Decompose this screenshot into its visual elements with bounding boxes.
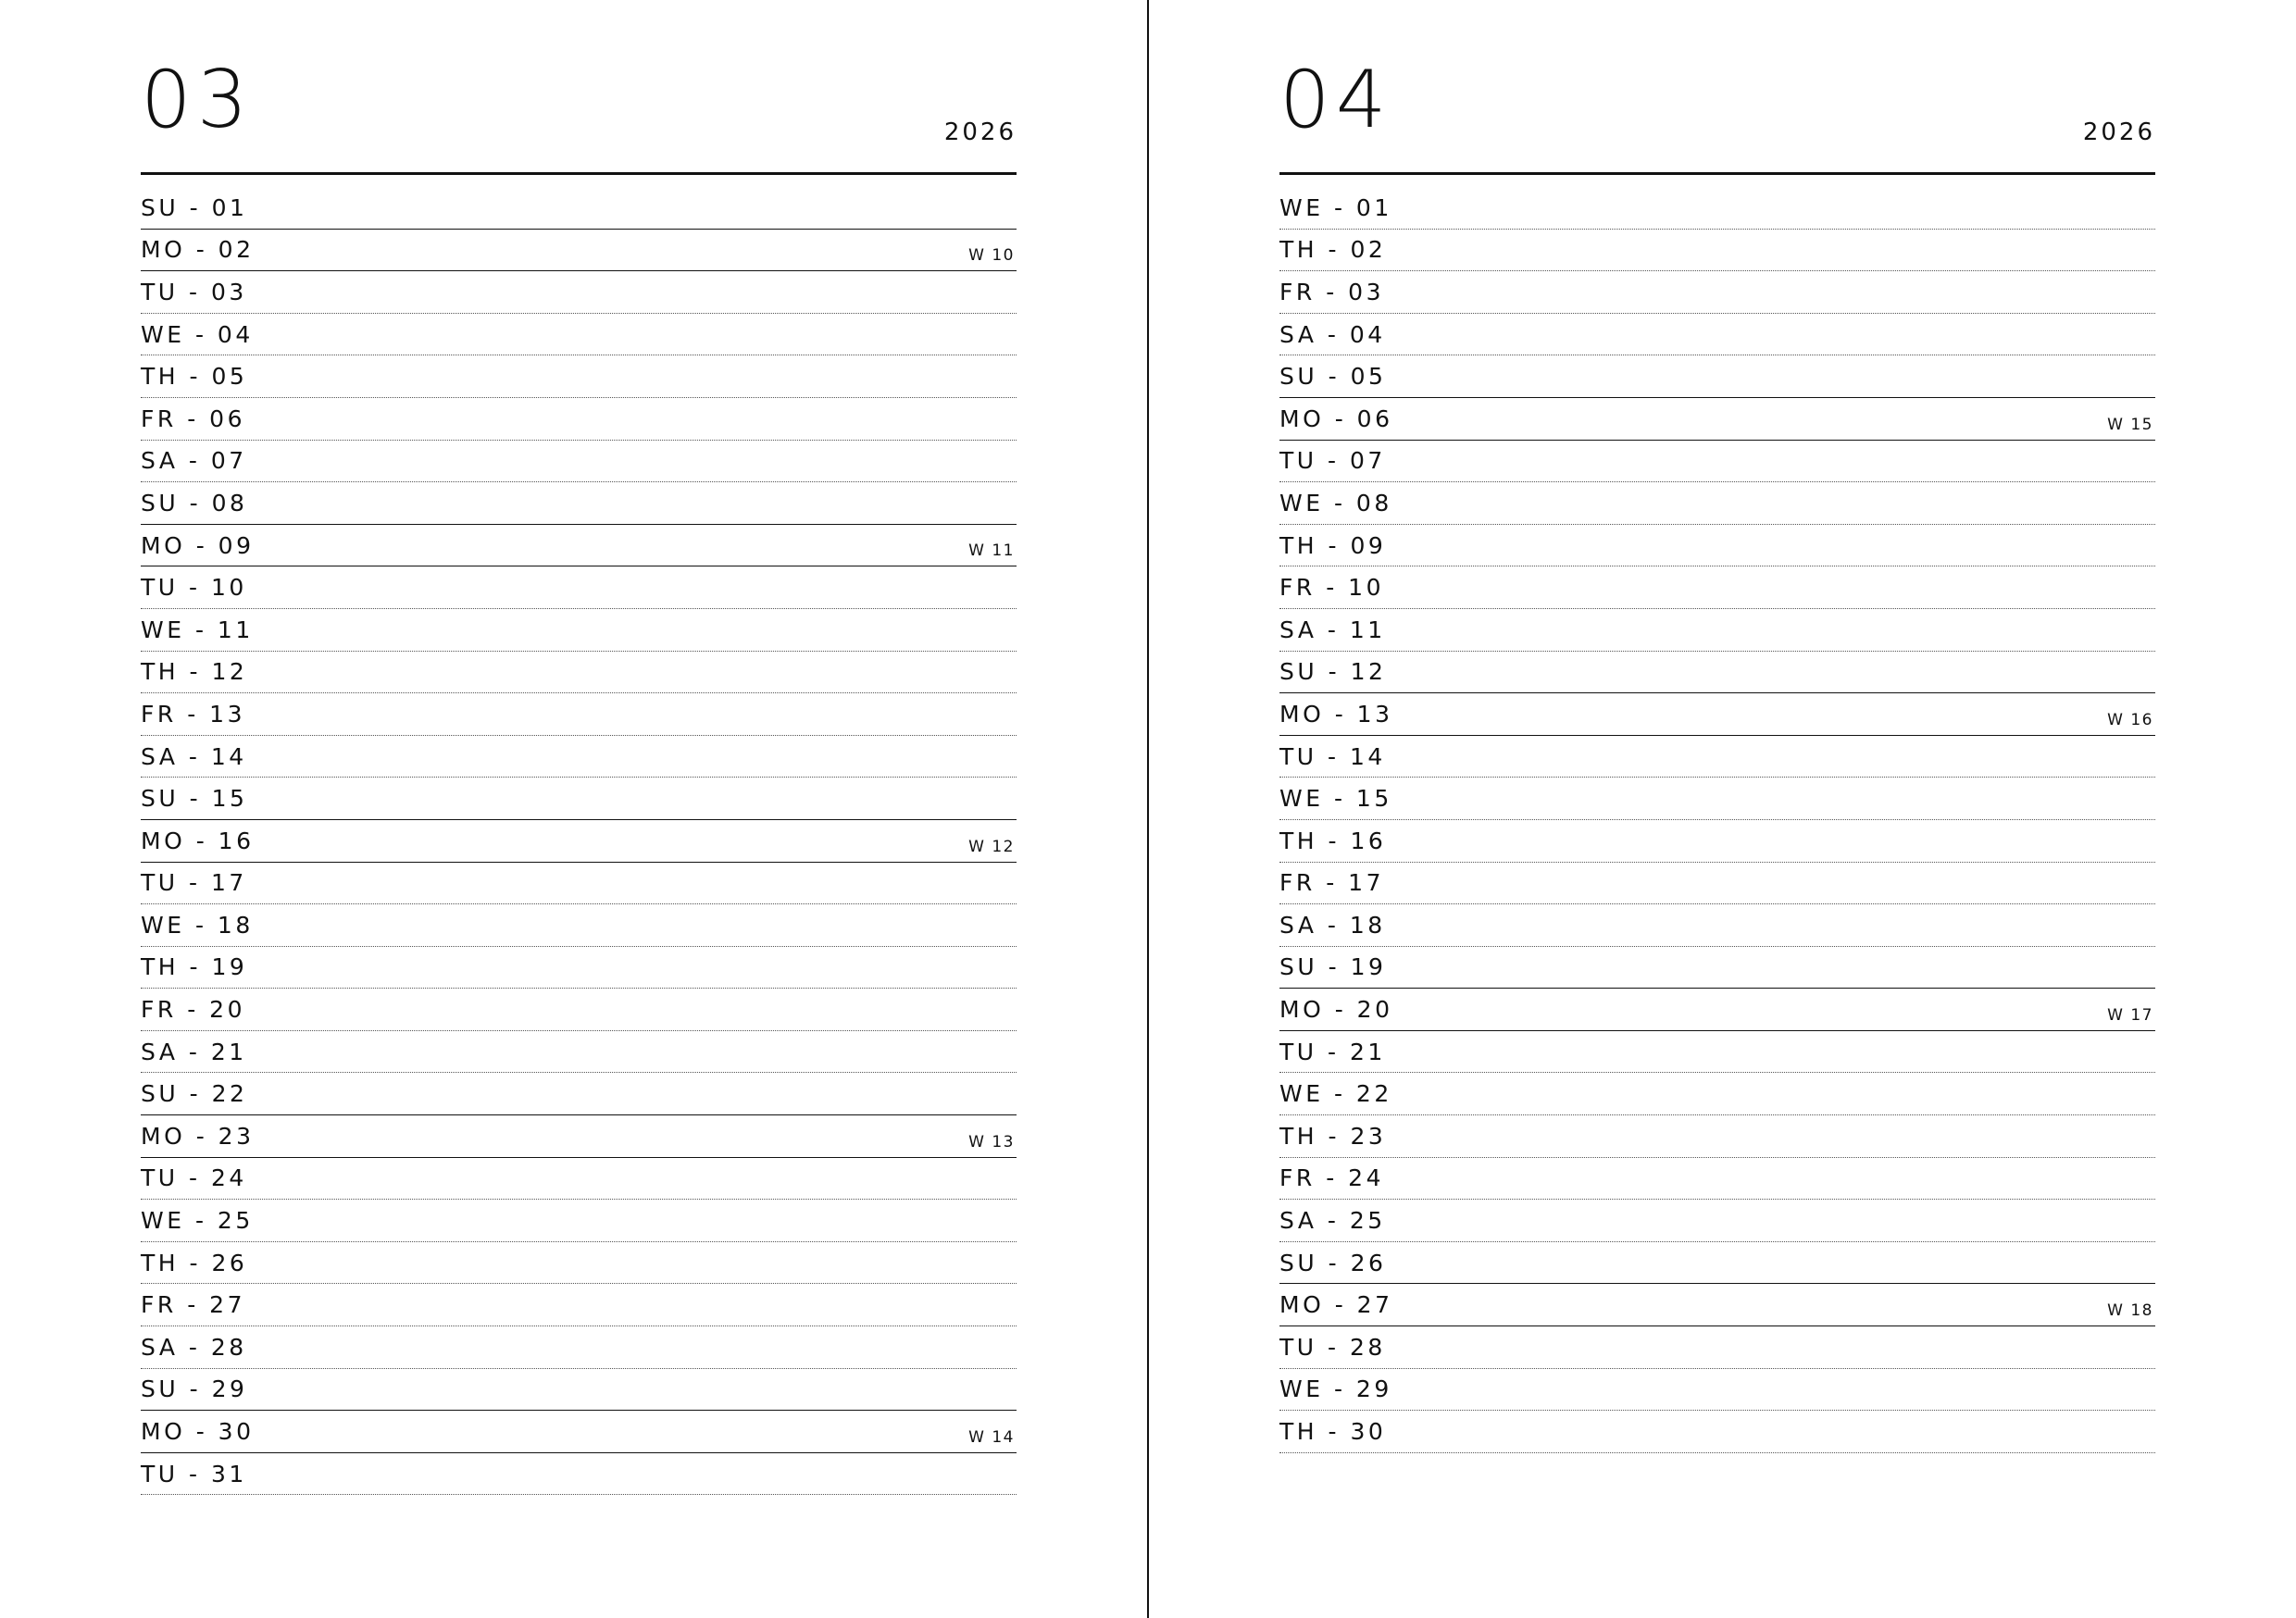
day-label: SA - 14 — [141, 742, 247, 770]
day-label: FR - 24 — [1279, 1164, 1384, 1192]
day-label: MO - 13 — [1279, 700, 1393, 728]
day-row[interactable] — [141, 736, 1017, 778]
week-number-label: W 16 — [2107, 710, 2153, 729]
day-label: SA - 21 — [141, 1038, 247, 1065]
week-number-label: W 10 — [968, 246, 1015, 266]
day-row[interactable] — [141, 1369, 1017, 1412]
day-label: TU - 24 — [141, 1164, 247, 1192]
day-row[interactable] — [141, 314, 1017, 356]
day-label: MO - 20 — [1279, 996, 1393, 1024]
day-row[interactable] — [1279, 778, 2155, 820]
day-label: MO - 06 — [1279, 404, 1393, 432]
day-label: TH - 02 — [1279, 236, 1387, 264]
day-label: TH - 23 — [1279, 1122, 1387, 1150]
day-row[interactable] — [1279, 863, 2155, 905]
day-label: WE - 08 — [1279, 489, 1392, 517]
day-row[interactable] — [141, 693, 1017, 736]
day-label: SA - 28 — [141, 1333, 247, 1361]
month-number: 03 — [141, 54, 254, 146]
day-row[interactable] — [141, 441, 1017, 483]
week-number-label: W 12 — [968, 837, 1015, 856]
day-row[interactable] — [1279, 989, 2155, 1031]
day-row[interactable] — [141, 989, 1017, 1031]
day-row[interactable] — [141, 1411, 1017, 1453]
day-row[interactable] — [141, 1115, 1017, 1158]
day-row[interactable] — [1279, 355, 2155, 398]
day-list — [1279, 187, 2155, 1453]
day-row[interactable] — [1279, 482, 2155, 525]
day-label: FR - 06 — [141, 404, 245, 432]
day-row[interactable] — [141, 1031, 1017, 1074]
day-row[interactable] — [141, 609, 1017, 652]
day-row[interactable] — [1279, 566, 2155, 609]
day-row[interactable] — [1279, 525, 2155, 567]
day-label: WE - 25 — [141, 1207, 254, 1235]
day-row[interactable] — [1279, 1115, 2155, 1158]
day-row[interactable] — [141, 230, 1017, 272]
day-label: TH - 05 — [141, 363, 248, 391]
day-row[interactable] — [1279, 230, 2155, 272]
day-label: WE - 04 — [141, 320, 254, 348]
day-row[interactable] — [1279, 820, 2155, 863]
day-row[interactable] — [1279, 1411, 2155, 1453]
day-label: TH - 30 — [1279, 1418, 1387, 1446]
day-label: MO - 30 — [141, 1418, 255, 1446]
day-row[interactable] — [141, 778, 1017, 820]
day-label: TH - 16 — [1279, 827, 1387, 854]
day-label: SU - 19 — [1279, 953, 1387, 981]
day-row[interactable] — [141, 271, 1017, 314]
day-label: WE - 11 — [141, 616, 254, 643]
day-row[interactable] — [141, 398, 1017, 441]
day-label: SU - 01 — [141, 193, 248, 221]
week-number-label: W 11 — [968, 541, 1015, 561]
day-row[interactable] — [1279, 947, 2155, 989]
day-label: FR - 13 — [141, 700, 245, 728]
day-label: TH - 12 — [141, 658, 248, 686]
day-row[interactable] — [1279, 904, 2155, 947]
day-label: TU - 14 — [1279, 742, 1386, 770]
day-row[interactable] — [1279, 1242, 2155, 1285]
calendar-page-right — [1148, 0, 2296, 1618]
day-row[interactable] — [141, 482, 1017, 525]
day-row[interactable] — [1279, 1073, 2155, 1115]
day-label: MO - 02 — [141, 236, 255, 264]
day-label: MO - 09 — [141, 531, 255, 559]
header-divider — [1279, 172, 2155, 175]
day-label: MO - 27 — [1279, 1291, 1393, 1319]
day-label: SU - 29 — [141, 1375, 248, 1403]
year-label: 2026 — [943, 118, 1017, 146]
day-row[interactable] — [1279, 398, 2155, 441]
week-number-label: W 14 — [968, 1427, 1015, 1447]
day-label: SU - 15 — [141, 785, 248, 813]
day-row[interactable] — [1279, 1200, 2155, 1242]
day-label: FR - 17 — [1279, 869, 1384, 897]
day-label: SA - 11 — [1279, 616, 1386, 643]
day-label: WE - 18 — [141, 911, 254, 939]
day-label: TU - 17 — [141, 869, 247, 897]
day-label: TU - 10 — [141, 574, 247, 602]
day-row[interactable] — [1279, 652, 2155, 694]
day-row[interactable] — [141, 1158, 1017, 1201]
day-row[interactable] — [1279, 1326, 2155, 1369]
day-row[interactable] — [141, 863, 1017, 905]
day-label: TH - 26 — [141, 1249, 248, 1276]
day-row[interactable] — [141, 652, 1017, 694]
day-row[interactable] — [141, 947, 1017, 989]
day-row[interactable] — [141, 1200, 1017, 1242]
day-label: SA - 04 — [1279, 320, 1386, 348]
day-row[interactable] — [141, 355, 1017, 398]
day-row[interactable] — [1279, 271, 2155, 314]
day-label: TU - 28 — [1279, 1333, 1386, 1361]
day-row[interactable] — [1279, 1031, 2155, 1074]
day-label: SA - 25 — [1279, 1207, 1386, 1235]
day-row[interactable] — [141, 187, 1017, 230]
day-row[interactable] — [141, 820, 1017, 863]
day-row[interactable] — [141, 1326, 1017, 1369]
day-label: SU - 12 — [1279, 658, 1387, 686]
day-label: TH - 19 — [141, 953, 248, 981]
day-label: TU - 31 — [141, 1460, 247, 1487]
day-row[interactable] — [141, 1284, 1017, 1326]
week-number-label: W 15 — [2107, 415, 2153, 434]
week-number-label: W 17 — [2107, 1005, 2153, 1025]
day-row[interactable] — [1279, 693, 2155, 736]
day-label: TU - 21 — [1279, 1038, 1386, 1065]
day-label: WE - 15 — [1279, 785, 1392, 813]
day-label: MO - 23 — [141, 1122, 255, 1150]
day-row[interactable] — [1279, 736, 2155, 778]
day-label: FR - 20 — [141, 996, 245, 1024]
day-label: WE - 01 — [1279, 193, 1392, 221]
day-label: WE - 29 — [1279, 1375, 1392, 1403]
year-label: 2026 — [2082, 118, 2155, 146]
header-divider — [141, 172, 1017, 175]
day-label: SA - 18 — [1279, 911, 1386, 939]
day-label: FR - 10 — [1279, 574, 1384, 602]
day-row[interactable] — [1279, 609, 2155, 652]
day-label: SU - 26 — [1279, 1249, 1387, 1276]
day-label: TU - 03 — [141, 278, 247, 305]
day-row[interactable] — [141, 525, 1017, 567]
day-row[interactable] — [141, 904, 1017, 947]
page-header-right — [1279, 54, 2155, 170]
day-row[interactable] — [1279, 1369, 2155, 1412]
day-label: SU - 05 — [1279, 363, 1387, 391]
day-row[interactable] — [141, 1453, 1017, 1496]
day-label: SA - 07 — [141, 447, 247, 475]
day-label: MO - 16 — [141, 827, 255, 854]
day-row[interactable] — [141, 1073, 1017, 1115]
day-row[interactable] — [1279, 1284, 2155, 1326]
day-label: FR - 27 — [141, 1291, 245, 1319]
day-row[interactable] — [141, 1242, 1017, 1285]
month-number: 04 — [1279, 54, 1392, 146]
week-number-label: W 18 — [2107, 1301, 2153, 1321]
week-number-label: W 13 — [968, 1132, 1015, 1151]
day-row[interactable] — [1279, 187, 2155, 230]
day-label: TU - 07 — [1279, 447, 1386, 475]
day-row[interactable] — [1279, 441, 2155, 483]
page-header-left — [141, 54, 1017, 170]
day-label: SU - 22 — [141, 1080, 248, 1108]
day-label: SU - 08 — [141, 489, 248, 517]
day-label: WE - 22 — [1279, 1080, 1392, 1108]
day-row[interactable] — [141, 566, 1017, 609]
day-label: FR - 03 — [1279, 278, 1384, 305]
day-label: TH - 09 — [1279, 531, 1387, 559]
day-list — [141, 187, 1017, 1495]
day-row[interactable] — [1279, 314, 2155, 356]
day-row[interactable] — [1279, 1158, 2155, 1201]
